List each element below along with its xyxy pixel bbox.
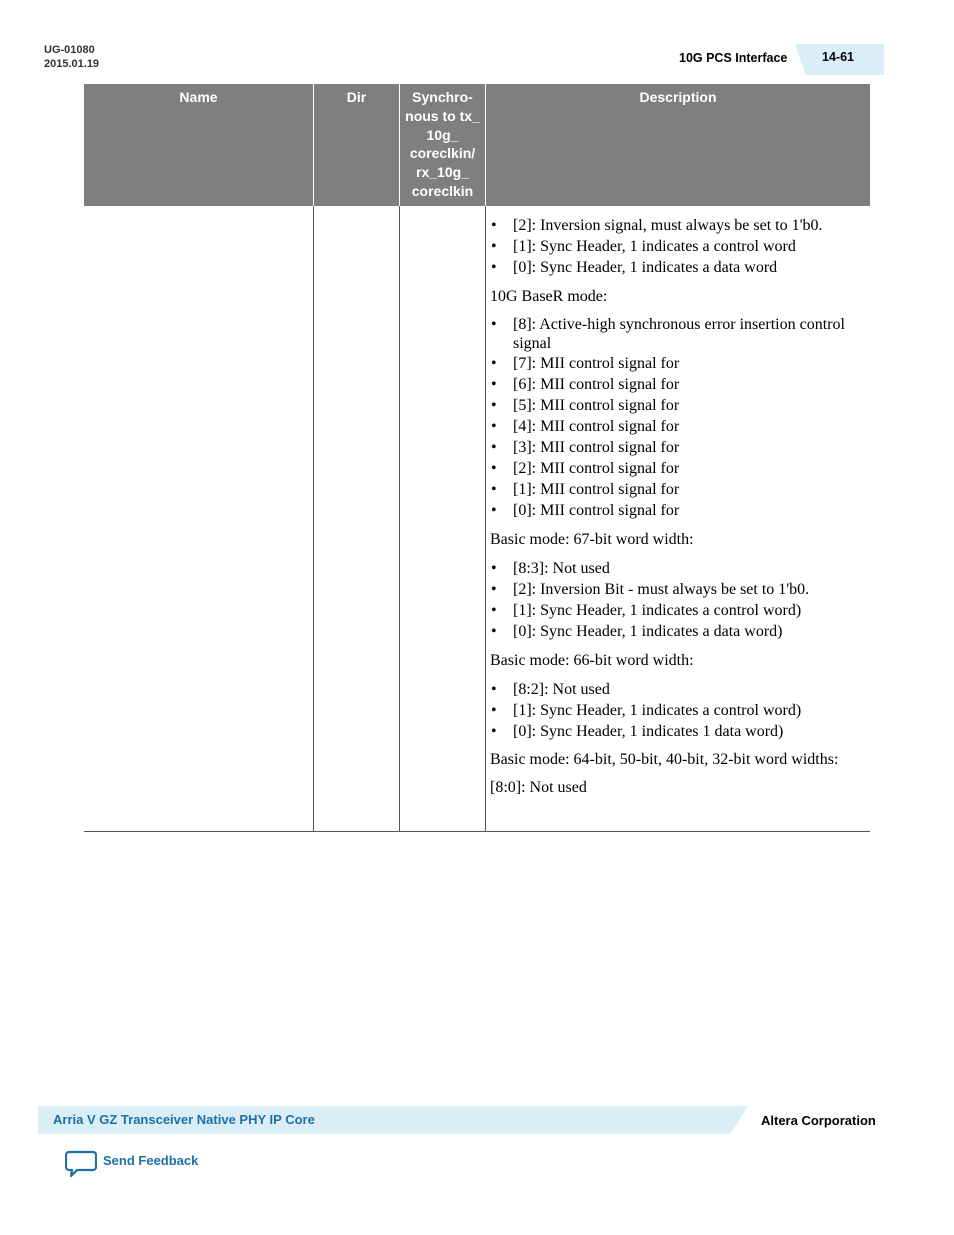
list-item: • [0]: Sync Header, 1 indicates a data word [490, 257, 850, 278]
document-date: 2015.01.19 [44, 58, 100, 70]
baser-mode-heading: 10G BaseR mode: [490, 288, 608, 305]
table-header [84, 84, 870, 206]
send-feedback-link[interactable]: Send Feedback [103, 1153, 199, 1168]
footer-document-title[interactable]: Arria V GZ Transceiver Native PHY IP Core [53, 1112, 315, 1127]
list-item: • [5]: MII control signal for [490, 395, 850, 416]
list-item: • [1]: Sync Header, 1 indicates a control word) [490, 700, 850, 721]
column-divider [485, 206, 486, 832]
document-number: UG-01080 [44, 44, 95, 56]
basic-64bit-heading: Basic mode: 64-bit, 50-bit, 40-bit, 32-bit word widths: [490, 751, 839, 768]
list-item: • [2]: Inversion Bit - must always be set to 1'b0. [490, 579, 850, 600]
section-title: 10G PCS Interface [679, 51, 788, 65]
basic-67bit-list [490, 558, 850, 642]
list-item: • [8]: Active-high synchronous error insertion control signal [490, 315, 850, 353]
list-item: • [1]: MII control signal for [490, 479, 850, 500]
list-item: • [1]: Sync Header, 1 indicates a control word) [490, 600, 850, 621]
basic-64bit-text: [8:0]: Not used [490, 779, 587, 796]
list-item: • [2]: Inversion signal, must always be set to 1'b0. [490, 215, 850, 236]
list-item: • [3]: MII control signal for [490, 437, 850, 458]
top-bit-list [490, 215, 850, 278]
description-cell [490, 215, 850, 798]
footer-company: Altera Corporation [761, 1113, 876, 1128]
list-item: • [0]: Sync Header, 1 indicates a data word) [490, 621, 850, 642]
list-item: • [7]: MII control signal for [490, 353, 850, 374]
page-number: 14-61 [822, 50, 854, 64]
table-bottom-rule [84, 831, 870, 832]
basic-66bit-list [490, 679, 850, 742]
column-header-dir: Dir [313, 84, 399, 206]
column-divider [313, 206, 314, 832]
list-item: • [0]: Sync Header, 1 indicates 1 data word) [490, 721, 850, 742]
list-item: • [6]: MII control signal for [490, 374, 850, 395]
list-item: • [1]: Sync Header, 1 indicates a control word [490, 236, 850, 257]
list-item: • [0]: MII control signal for [490, 500, 850, 521]
column-header-name: Name [179, 89, 218, 105]
list-item: • [2]: MII control signal for [490, 458, 850, 479]
column-divider [399, 206, 400, 832]
document-id-block [44, 43, 99, 71]
column-header-description: Description [485, 84, 870, 206]
column-header-synchronous: Synchro- nous to tx_ 10g_ coreclkin/ rx_10g_ coreclkin [399, 84, 485, 206]
list-item: • [8:2]: Not used [490, 679, 850, 700]
basic-66bit-heading: Basic mode: 66-bit word width: [490, 652, 694, 669]
list-item: • [8:3]: Not used [490, 558, 850, 579]
list-item: • [4]: MII control signal for [490, 416, 850, 437]
speech-bubble-icon[interactable] [65, 1150, 97, 1178]
baser-bit-list [490, 315, 850, 521]
basic-67bit-heading: Basic mode: 67-bit word width: [490, 531, 694, 548]
